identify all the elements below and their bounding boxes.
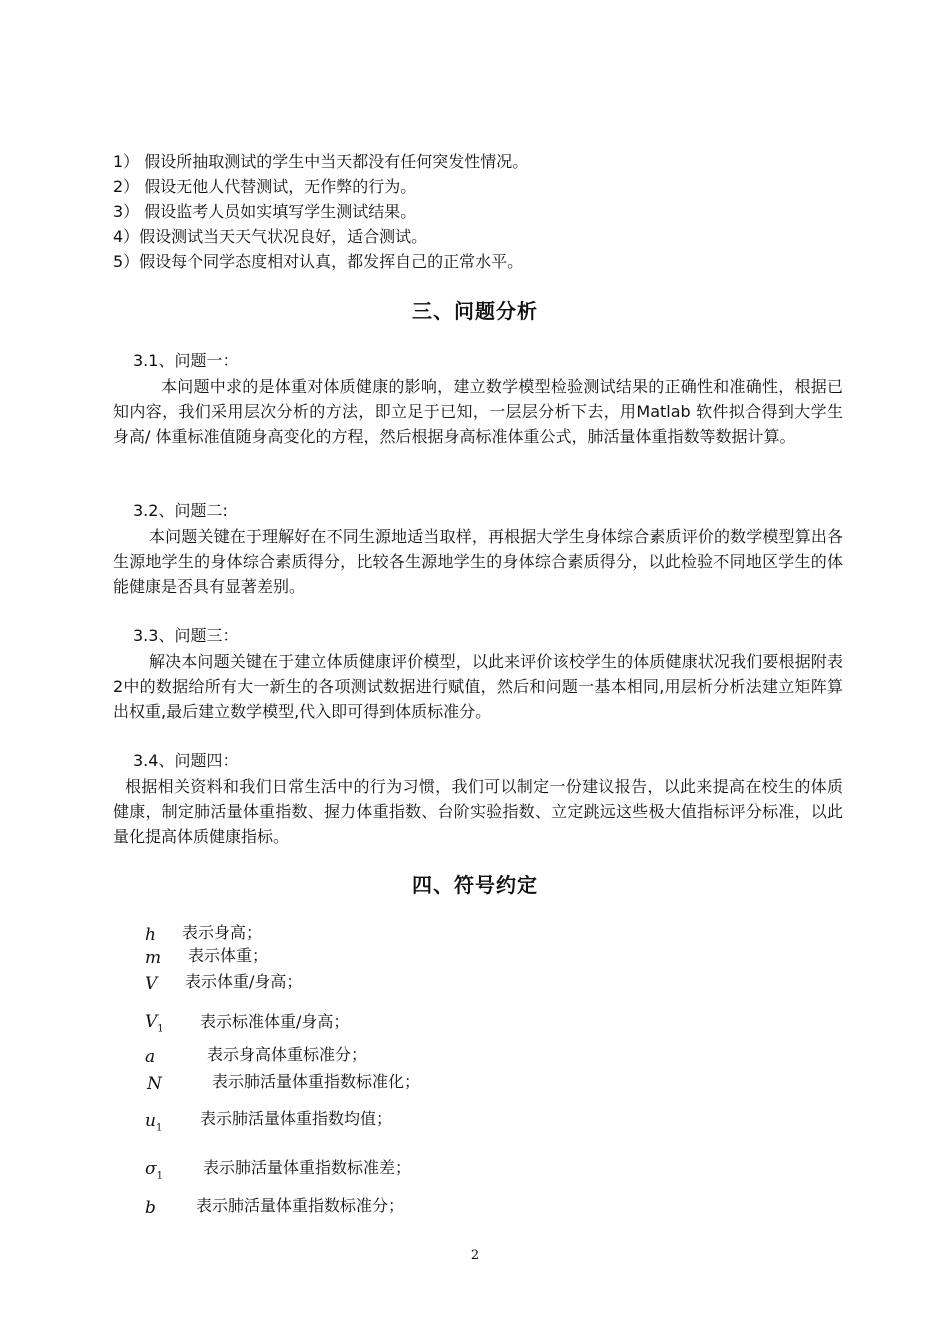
assumption-1: 1） 假设所抽取测试的学生中当天都没有任何突发性情况。 (113, 152, 529, 171)
page-number: 2 (470, 1248, 480, 1263)
problem-2-heading: 3.2、问题二: (133, 501, 228, 520)
symbol: $u_1$ (145, 1111, 163, 1134)
section-3-title: 三、问题分析 (412, 299, 538, 323)
symbol-description: 表示身高体重标准分； (207, 1045, 368, 1064)
symbol-description: 表示体重； (188, 946, 269, 965)
symbol-description: 表示肺活量体重指数标准分； (196, 1196, 405, 1215)
problem-3-heading: 3.3、问题三： (133, 626, 239, 645)
problem-3-text: 解决本问题关键在于建立体质健康评价模型，以此来评价该校学生的体质健康状况我们要根据附表2中的数据给所有大一新生的各项测试数据进行赋值，然后和问题一基本相同,用层析分析法建立矩阵算出权重,最后建立数学模型,代入即可得到体质标准分。 (113, 652, 843, 721)
problem-4-text: 根据相关资料和我们日常生活中的行为习惯，我们可以制定一份建议报告，以此来提高在校生的体质健康，制定肺活量体重指数、握力体重指数、台阶实验指数、立定跳远这些极大值指标评分标准，以此量化提高体质健康指标。 (113, 777, 843, 846)
problem-1-text: 本问题中求的是体重对体质健康的影响，建立数学模型检验测试结果的正确性和准确性，根据已知内容，我们采用层次分析的方法，即立足于已知，一层层分析下去，用Matlab 软件拟合得到大学生身高/ 体重标准值随身高变化的方程，然后根据身高标准体重公式，肺活量体重指数等数据计算。 (113, 377, 843, 446)
symbol: $\sigma_1$ (145, 1159, 163, 1182)
problem-1-heading: 3.1、问题一： (133, 351, 239, 370)
symbol: m (145, 948, 162, 968)
symbol: b (145, 1198, 156, 1218)
assumption-5: 5）假设每个同学态度相对认真，都发挥自己的正常水平。 (113, 252, 524, 271)
symbol-description: 表示体重/身高； (185, 972, 303, 991)
assumption-2: 2） 假设无他人代替测试，无作弊的行为。 (113, 177, 417, 196)
symbol: h (145, 925, 156, 945)
symbol-description: 表示肺活量体重指数标准差； (203, 1158, 412, 1177)
symbol-description: 表示身高； (182, 923, 263, 942)
problem-4-heading: 3.4、问题四： (133, 751, 239, 770)
symbol-description: 表示肺活量体重指数均值； (200, 1109, 393, 1128)
assumption-3: 3） 假设监考人员如实填写学生测试结果。 (113, 202, 417, 221)
symbol-description: 表示标准体重/身高； (200, 1012, 350, 1031)
symbol: a (145, 1047, 156, 1067)
problem-2-text: 本问题关键在于理解好在不同生源地适当取样，再根据大学生身体综合素质评价的数学模型算出各生源地学生的身体综合素质得分，比较各生源地学生的身体综合素质得分，以此检验不同地区学生的体能健康是否具有显著差别。 (113, 527, 843, 596)
symbol-description: 表示肺活量体重指数标准化； (212, 1072, 421, 1091)
assumption-4: 4）假设测试当天天气状况良好，适合测试。 (113, 227, 428, 246)
section-4-title: 四、符号约定 (412, 873, 538, 897)
symbol: N (147, 1074, 162, 1094)
symbol: V (145, 974, 158, 994)
symbol: $V_1$ (145, 1012, 164, 1035)
